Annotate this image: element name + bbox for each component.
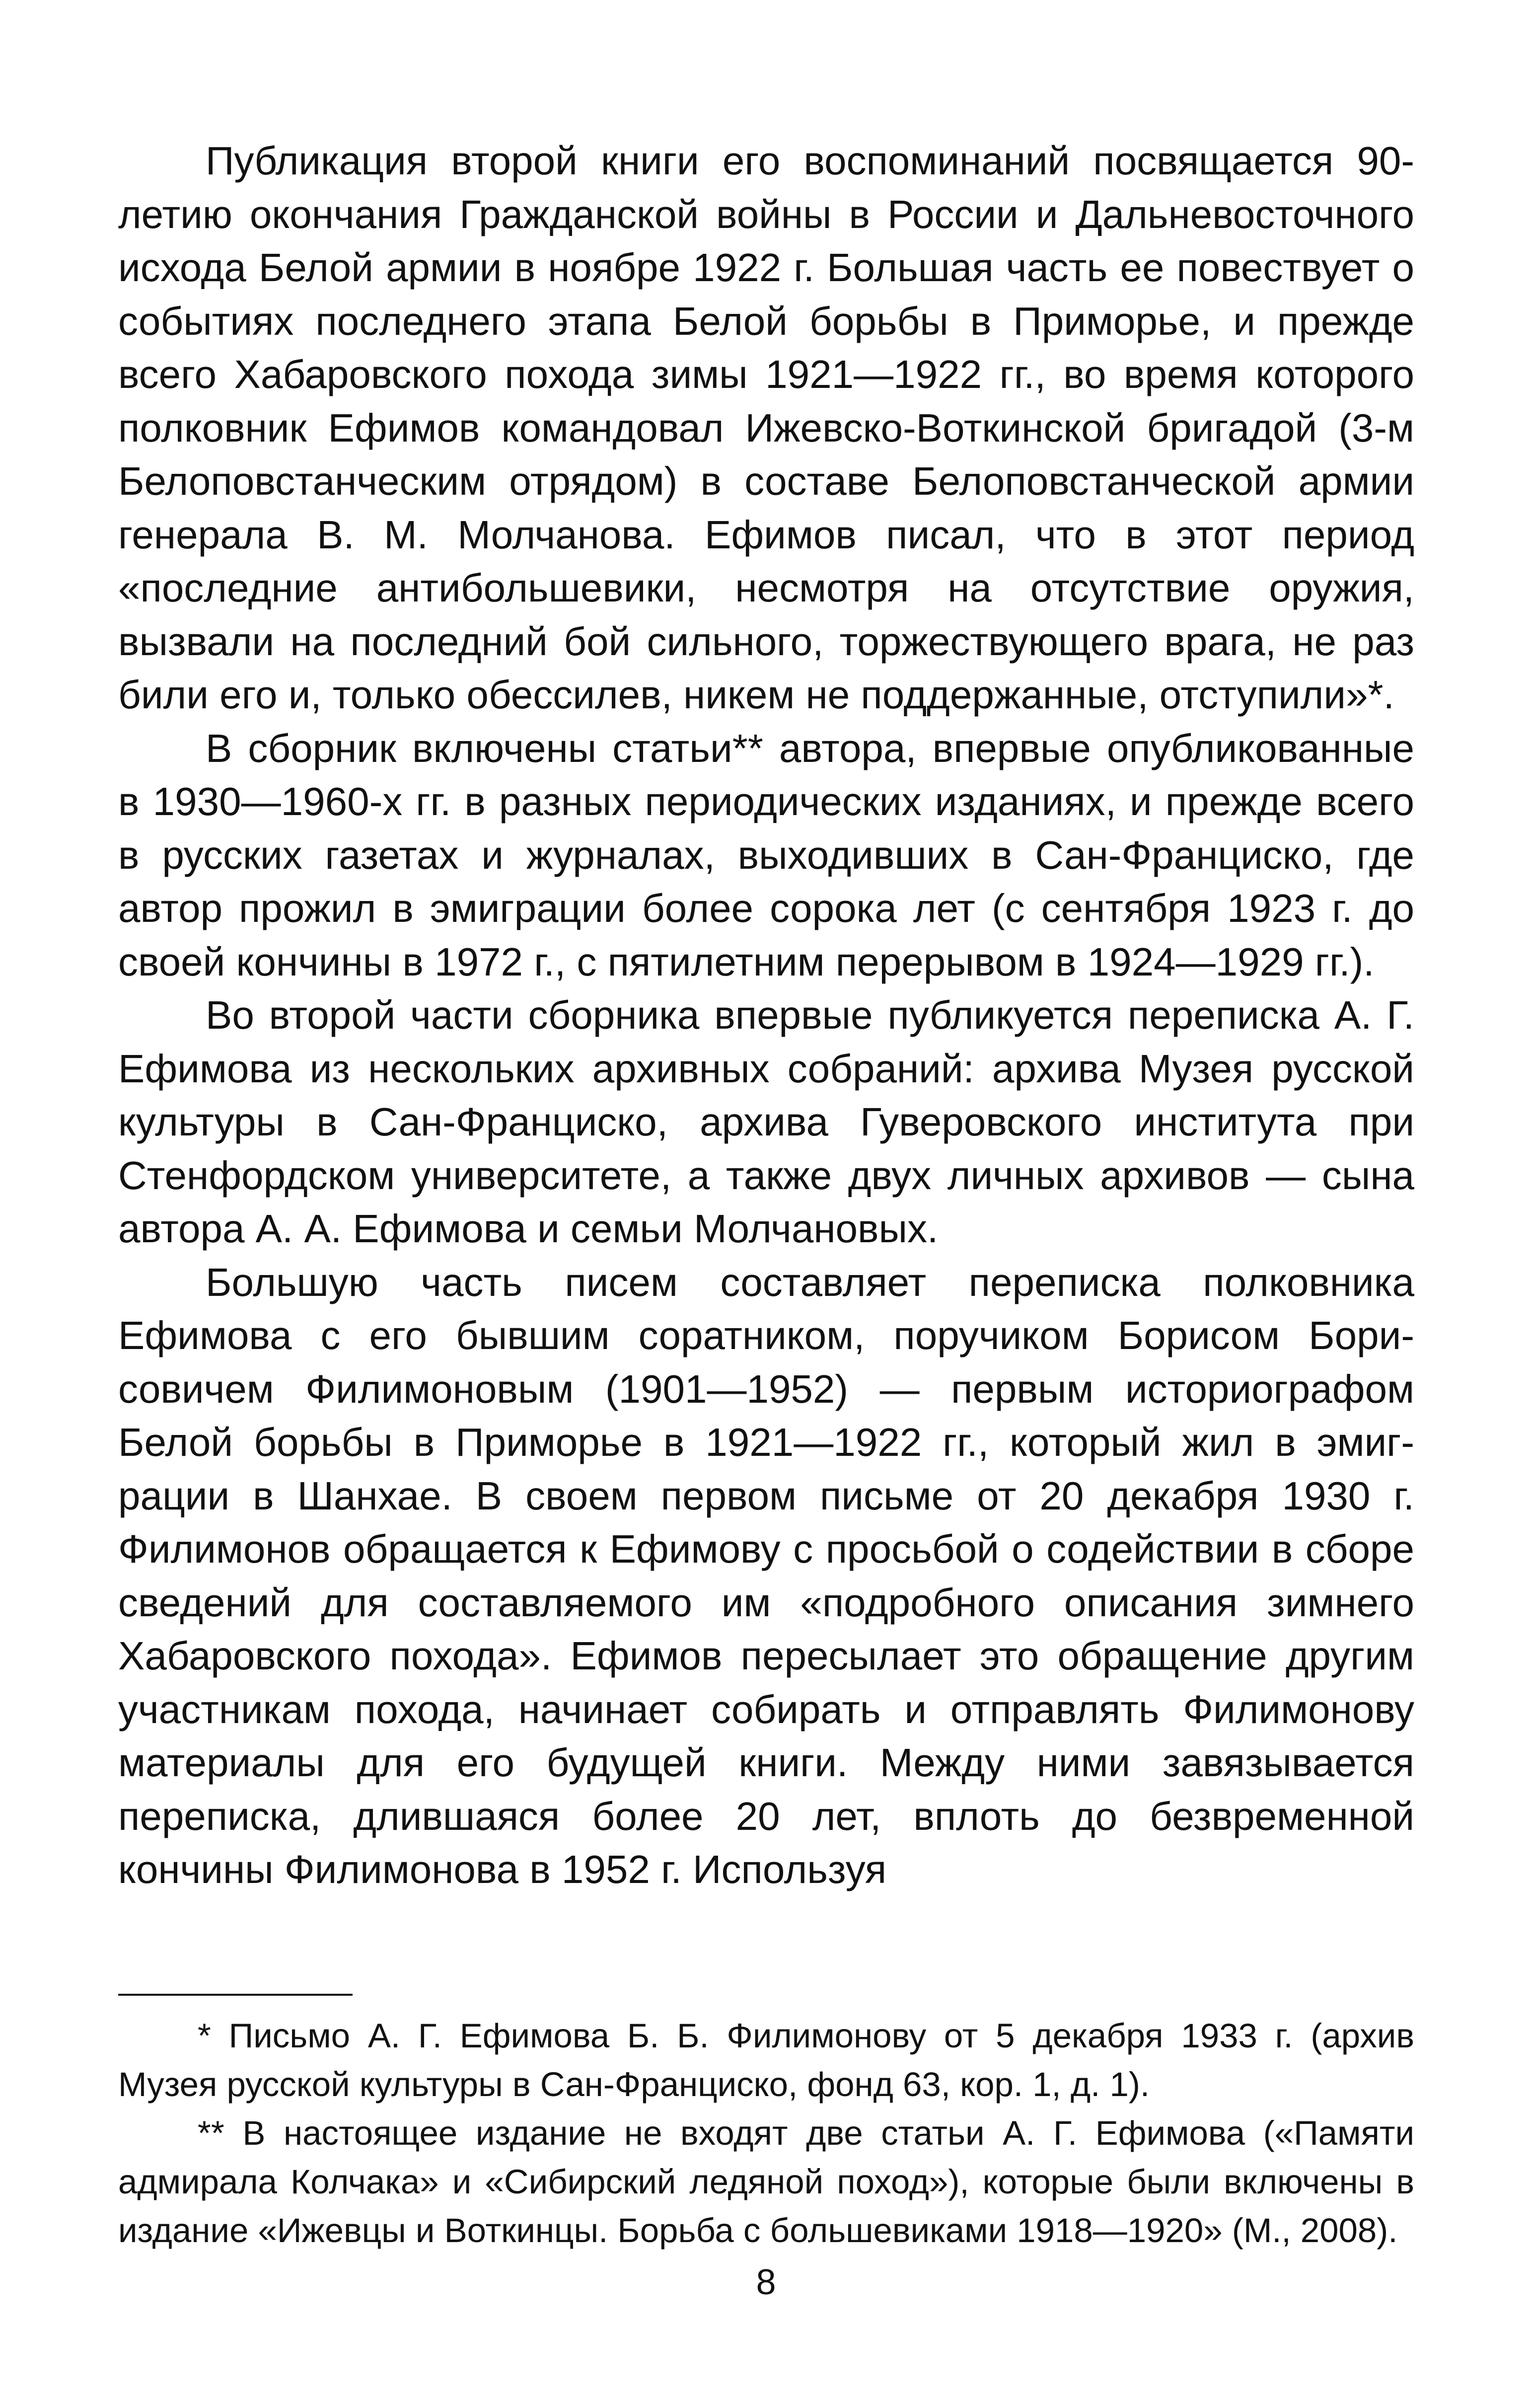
footnote-divider <box>118 1994 353 1996</box>
page-number: 8 <box>756 2262 776 2302</box>
footnotes <box>118 2012 1414 2255</box>
main-text <box>118 134 1414 1896</box>
paragraph: Во второй части сборника впервые публикуется переписка А. Г. Ефимова из нескольких архивных собраний: архива Музея русской культуры в Сан-Франциско, архива Гуверовского института при Стенфордском университете, а также двух личных архивов — сына автора А. А. Ефимова и семьи Молчановых. <box>118 993 1414 1251</box>
footnote: * Письмо А. Г. Ефимова Б. Б. Филимонову от 5 декабря 1933 г. (архив Музея русской культуры в Сан-Франциско, фонд 63, кор. 1, д. 1). <box>118 2017 1414 2104</box>
paragraph: В сборник включены статьи** автора, впервые опубликованные в 1930—1960-х гг. в разных периодических изданиях, и прежде всего в русских газетах и журналах, выходивших в Сан-Франциско, где автор прожил в эмиграции более сорока лет (с сентября 1923 г. до своей кончины в 1972 г., с пятилетним перерывом в 1924—1929 гг.). <box>118 726 1414 984</box>
paragraph: Публикация второй книги его воспоминаний посвящается 90-летию окончания Гражданской войны в России и Дальневосточного исхода Белой армии в ноябре 1922 г. Большая часть ее повествует о событиях последнего этапа Белой борьбы в Приморье, и прежде всего Хабаровского похода зимы 1921—1922 гг., во время которого полковник Ефимов командовал Ижевско-Воткинской бригадой (3-м Белоповстанческим отрядом) в составе Белоповстанческой армии генерала В. М. Молчанова. Ефимов писал, что в этот период «последние антибольшевики, несмотря на отсутствие оружия, вызвали на последний бой сильного, торжествующего врага, не раз били его и, только обессилев, никем не поддержанные, отступили»*. <box>118 139 1414 717</box>
footnote: ** В настоящее издание не входят две статьи А. Г. Ефимова («Памяти адмирала Колчака» и «Сибирский ледяной поход»), которые были включены в издание «Ижевцы и Воткинцы. Борьба с большевиками 1918—1920» (М., 2008). <box>118 2114 1414 2250</box>
paragraph: Большую часть писем составляет переписка полковника Ефимова с его бывшим соратником, поручиком Борисом Борисовичем Филимоновым (1901—1952) — первым историографом Белой борьбы в Приморье в 1921—1922 гг., который жил в эмиграции в Шанхае. В своем первом письме от 20 декабря 1930 г. Филимонов обращается к Ефимову с просьбой о содействии в сборе сведений для составляемого им «подробного описания зимнего Хабаровского похода». Ефимов пересылает это обращение другим участникам похода, начинает собирать и отправлять Филимонову материалы для его будущей книги. Между ними завязывается переписка, длившаяся более 20 лет, вплоть до безвременной кончины Филимонова в 1952 г. Используя <box>118 1260 1414 1891</box>
